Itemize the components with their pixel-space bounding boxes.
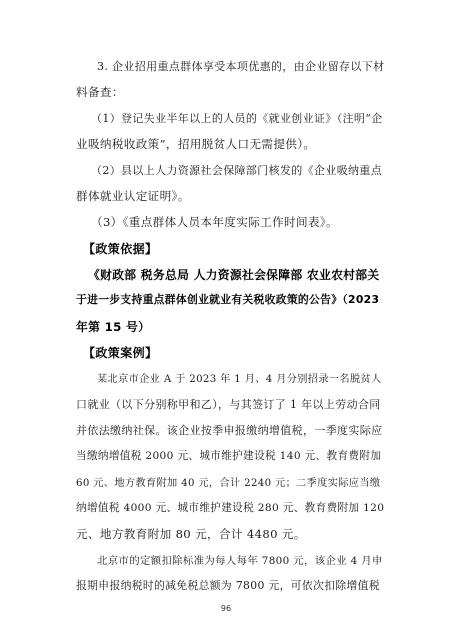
- text-line: （2）县以上人力资源社会保障部门核发的《企业吸纳重点: [91, 164, 383, 177]
- text-line: 某北京市企业 A 于 2023 年 1 月、4 月分别招录一名脱贫人: [97, 374, 382, 385]
- text-line: 60 元、地方教育附加 40 元，合计 2240 元；二季度实际应当缴: [76, 478, 381, 489]
- text-line: 群体就业认定证明》。: [76, 189, 190, 203]
- page-number: 96: [220, 604, 232, 613]
- text-line: 料备查：: [76, 85, 124, 99]
- text-line: 元、地方教育附加 80 元，合计 4480 元。: [76, 527, 306, 541]
- text-line: 北京市的定额扣除标准为每人每年 7800 元，该企业 4 月申: [97, 555, 383, 567]
- text-line: 纳增值税 4000 元、城市维护建设税 280 元、教育费附加 120: [76, 502, 385, 514]
- text-line: 3. 企业招用重点群体享受本项优惠的，由企业留存以下材: [97, 60, 385, 73]
- section-heading-policy-case: 【政策案例】: [83, 346, 158, 360]
- law-citation-line: 于进一步支持重点群体创业就业有关税收政策的公告》（2023: [76, 293, 380, 306]
- text-line: 业吸纳税收政策”，招用脱贫人口无需提供）。: [76, 137, 316, 151]
- text-line: 当缴纳增值税 2000 元、城市维护建设税 140 元、教育费附加: [76, 450, 382, 462]
- text-line: 报期申报纳税时的减免税总额为 7800 元，可依次扣除增值税: [76, 579, 380, 592]
- text-line: （1）登记失业半年以上的人员的《就业创业证》（注明“企: [91, 112, 383, 125]
- text-line: 并依法缴纳社保。该企业按季申报缴纳增值税，一季度实际应: [76, 424, 383, 437]
- law-citation-line: 《财政部 税务总局 人力资源社会保障部 农业农村部关: [88, 268, 380, 282]
- text-line: （3）《重点群体人员本年度实际工作时间表》。: [91, 215, 338, 229]
- law-citation-line: 年第 15 号）: [76, 320, 151, 334]
- text-line: 口就业（以下分别称甲和乙），与其签订了 1 年以上劳动合同: [76, 398, 381, 411]
- section-heading-policy-basis: 【政策依据】: [83, 242, 158, 256]
